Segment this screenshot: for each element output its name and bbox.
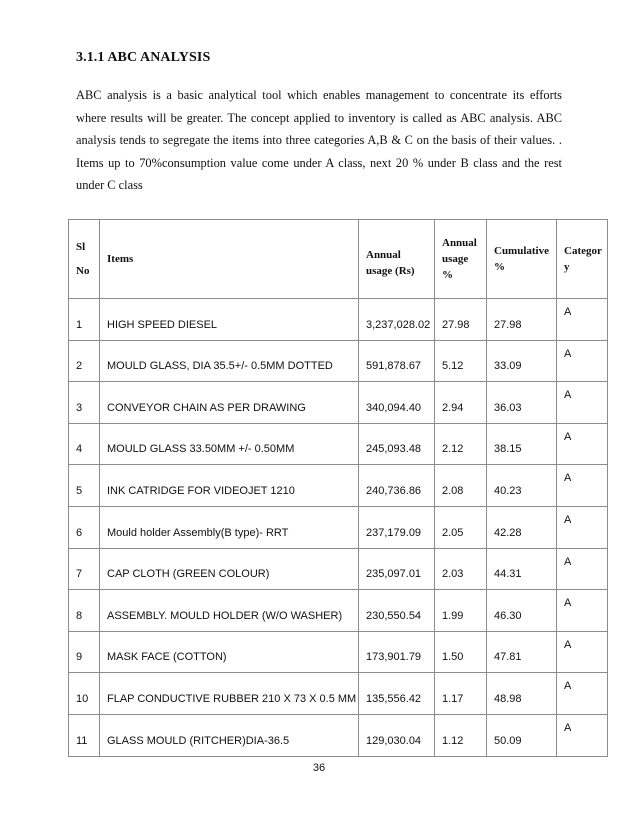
- cell-usage: 237,179.09: [359, 506, 435, 548]
- cell-usage: 173,901.79: [359, 631, 435, 673]
- cell-pct: 2.94: [435, 382, 487, 424]
- cell-category: A: [557, 590, 608, 632]
- cell-category: A: [557, 673, 608, 715]
- cell-cum: 48.98: [487, 673, 557, 715]
- cell-item: FLAP CONDUCTIVE RUBBER 210 X 73 X 0.5 MM: [100, 673, 359, 715]
- header-annual-usage-line2: usage (Rs): [366, 265, 415, 277]
- cell-category: A: [557, 423, 608, 465]
- cell-sl: 4: [69, 423, 100, 465]
- header-annual-usage: [359, 220, 435, 299]
- cell-cum: 38.15: [487, 423, 557, 465]
- cell-usage: 591,878.67: [359, 340, 435, 382]
- cell-sl: 11: [69, 714, 100, 756]
- cell-usage: 230,550.54: [359, 590, 435, 632]
- cell-usage: 3,237,028.02: [359, 299, 435, 341]
- cell-category: A: [557, 548, 608, 590]
- cell-item: INK CATRIDGE FOR VIDEOJET 1210: [100, 465, 359, 507]
- cell-cum: 36.03: [487, 382, 557, 424]
- header-cumulative-line1: Cumulative: [494, 245, 549, 257]
- cell-category: A: [557, 340, 608, 382]
- cell-cum: 40.23: [487, 465, 557, 507]
- table-header-row: [69, 220, 608, 299]
- cell-pct: 1.17: [435, 673, 487, 715]
- cell-category: A: [557, 714, 608, 756]
- header-items-label: Items: [107, 253, 134, 265]
- header-annual-usage-line1: Annual: [366, 249, 401, 261]
- cell-pct: 2.05: [435, 506, 487, 548]
- table-row: [69, 714, 608, 756]
- table-row: [69, 340, 608, 382]
- table-row: [69, 548, 608, 590]
- cell-cum: 47.81: [487, 631, 557, 673]
- table-row: [69, 299, 608, 341]
- header-annual-pct-line1: Annual: [442, 237, 477, 249]
- table-row: [69, 590, 608, 632]
- cell-cum: 46.30: [487, 590, 557, 632]
- cell-pct: 1.12: [435, 714, 487, 756]
- header-annual-pct-line2: usage: [442, 253, 469, 265]
- cell-cum: 27.98: [487, 299, 557, 341]
- cell-usage: 129,030.04: [359, 714, 435, 756]
- header-items: [100, 220, 359, 299]
- cell-cum: 33.09: [487, 340, 557, 382]
- cell-sl: 2: [69, 340, 100, 382]
- page-number: 36: [312, 762, 326, 774]
- table-row: [69, 423, 608, 465]
- cell-category: A: [557, 299, 608, 341]
- cell-sl: 5: [69, 465, 100, 507]
- cell-item: CONVEYOR CHAIN AS PER DRAWING: [100, 382, 359, 424]
- cell-category: A: [557, 631, 608, 673]
- cell-item: ASSEMBLY. MOULD HOLDER (W/O WASHER): [100, 590, 359, 632]
- cell-pct: 1.50: [435, 631, 487, 673]
- cell-item: Mould holder Assembly(B type)- RRT: [100, 506, 359, 548]
- header-cumulative-line2: %: [494, 261, 505, 273]
- table-row: [69, 673, 608, 715]
- cell-item: MOULD GLASS, DIA 35.5+/- 0.5MM DOTTED: [100, 340, 359, 382]
- cell-pct: 2.03: [435, 548, 487, 590]
- cell-cum: 50.09: [487, 714, 557, 756]
- cell-sl: 9: [69, 631, 100, 673]
- header-sl-line2: No: [76, 265, 90, 277]
- section-heading: 3.1.1 ABC ANALYSIS: [76, 50, 211, 65]
- cell-pct: 2.08: [435, 465, 487, 507]
- header-category: [557, 220, 608, 299]
- cell-sl: 3: [69, 382, 100, 424]
- cell-sl: 7: [69, 548, 100, 590]
- cell-usage: 235,097.01: [359, 548, 435, 590]
- cell-sl: 10: [69, 673, 100, 715]
- cell-sl: 6: [69, 506, 100, 548]
- section-paragraph: ABC analysis is a basic analytical tool which enables management to concentrate its efforts where results will be greater. The concept applied to inventory is called as ABC analysis. ABC analysis tends to segregate the items into three categories A,B & C on the basis of their values. . Items up to 70%consumption value come under A class, next 20 % under B class and the rest under C class: [76, 88, 562, 192]
- table-row: [69, 506, 608, 548]
- cell-sl: 8: [69, 590, 100, 632]
- cell-item: CAP CLOTH (GREEN COLOUR): [100, 548, 359, 590]
- cell-pct: 1.99: [435, 590, 487, 632]
- cell-item: HIGH SPEED DIESEL: [100, 299, 359, 341]
- cell-item: MOULD GLASS 33.50MM +/- 0.50MM: [100, 423, 359, 465]
- cell-category: A: [557, 506, 608, 548]
- table-row: [69, 631, 608, 673]
- header-sl-line1: Sl: [76, 241, 86, 253]
- cell-usage: 135,556.42: [359, 673, 435, 715]
- header-category-line1: Categor: [564, 245, 602, 257]
- header-category-line2: y: [564, 261, 570, 273]
- cell-usage: 240,736.86: [359, 465, 435, 507]
- cell-pct: 27.98: [435, 299, 487, 341]
- header-sl-no: [69, 220, 100, 299]
- cell-category: A: [557, 382, 608, 424]
- header-annual-pct-line3: %: [442, 269, 453, 281]
- cell-cum: 44.31: [487, 548, 557, 590]
- cell-cum: 42.28: [487, 506, 557, 548]
- cell-category: A: [557, 465, 608, 507]
- table-row: [69, 382, 608, 424]
- cell-item: GLASS MOULD (RITCHER)DIA-36.5: [100, 714, 359, 756]
- cell-sl: 1: [69, 299, 100, 341]
- table-row: [69, 465, 608, 507]
- cell-usage: 245,093.48: [359, 423, 435, 465]
- cell-pct: 5.12: [435, 340, 487, 382]
- header-cumulative: [487, 220, 557, 299]
- header-annual-pct: [435, 220, 487, 299]
- cell-usage: 340,094.40: [359, 382, 435, 424]
- cell-item: MASK FACE (COTTON): [100, 631, 359, 673]
- cell-pct: 2.12: [435, 423, 487, 465]
- abc-analysis-table: [68, 219, 608, 757]
